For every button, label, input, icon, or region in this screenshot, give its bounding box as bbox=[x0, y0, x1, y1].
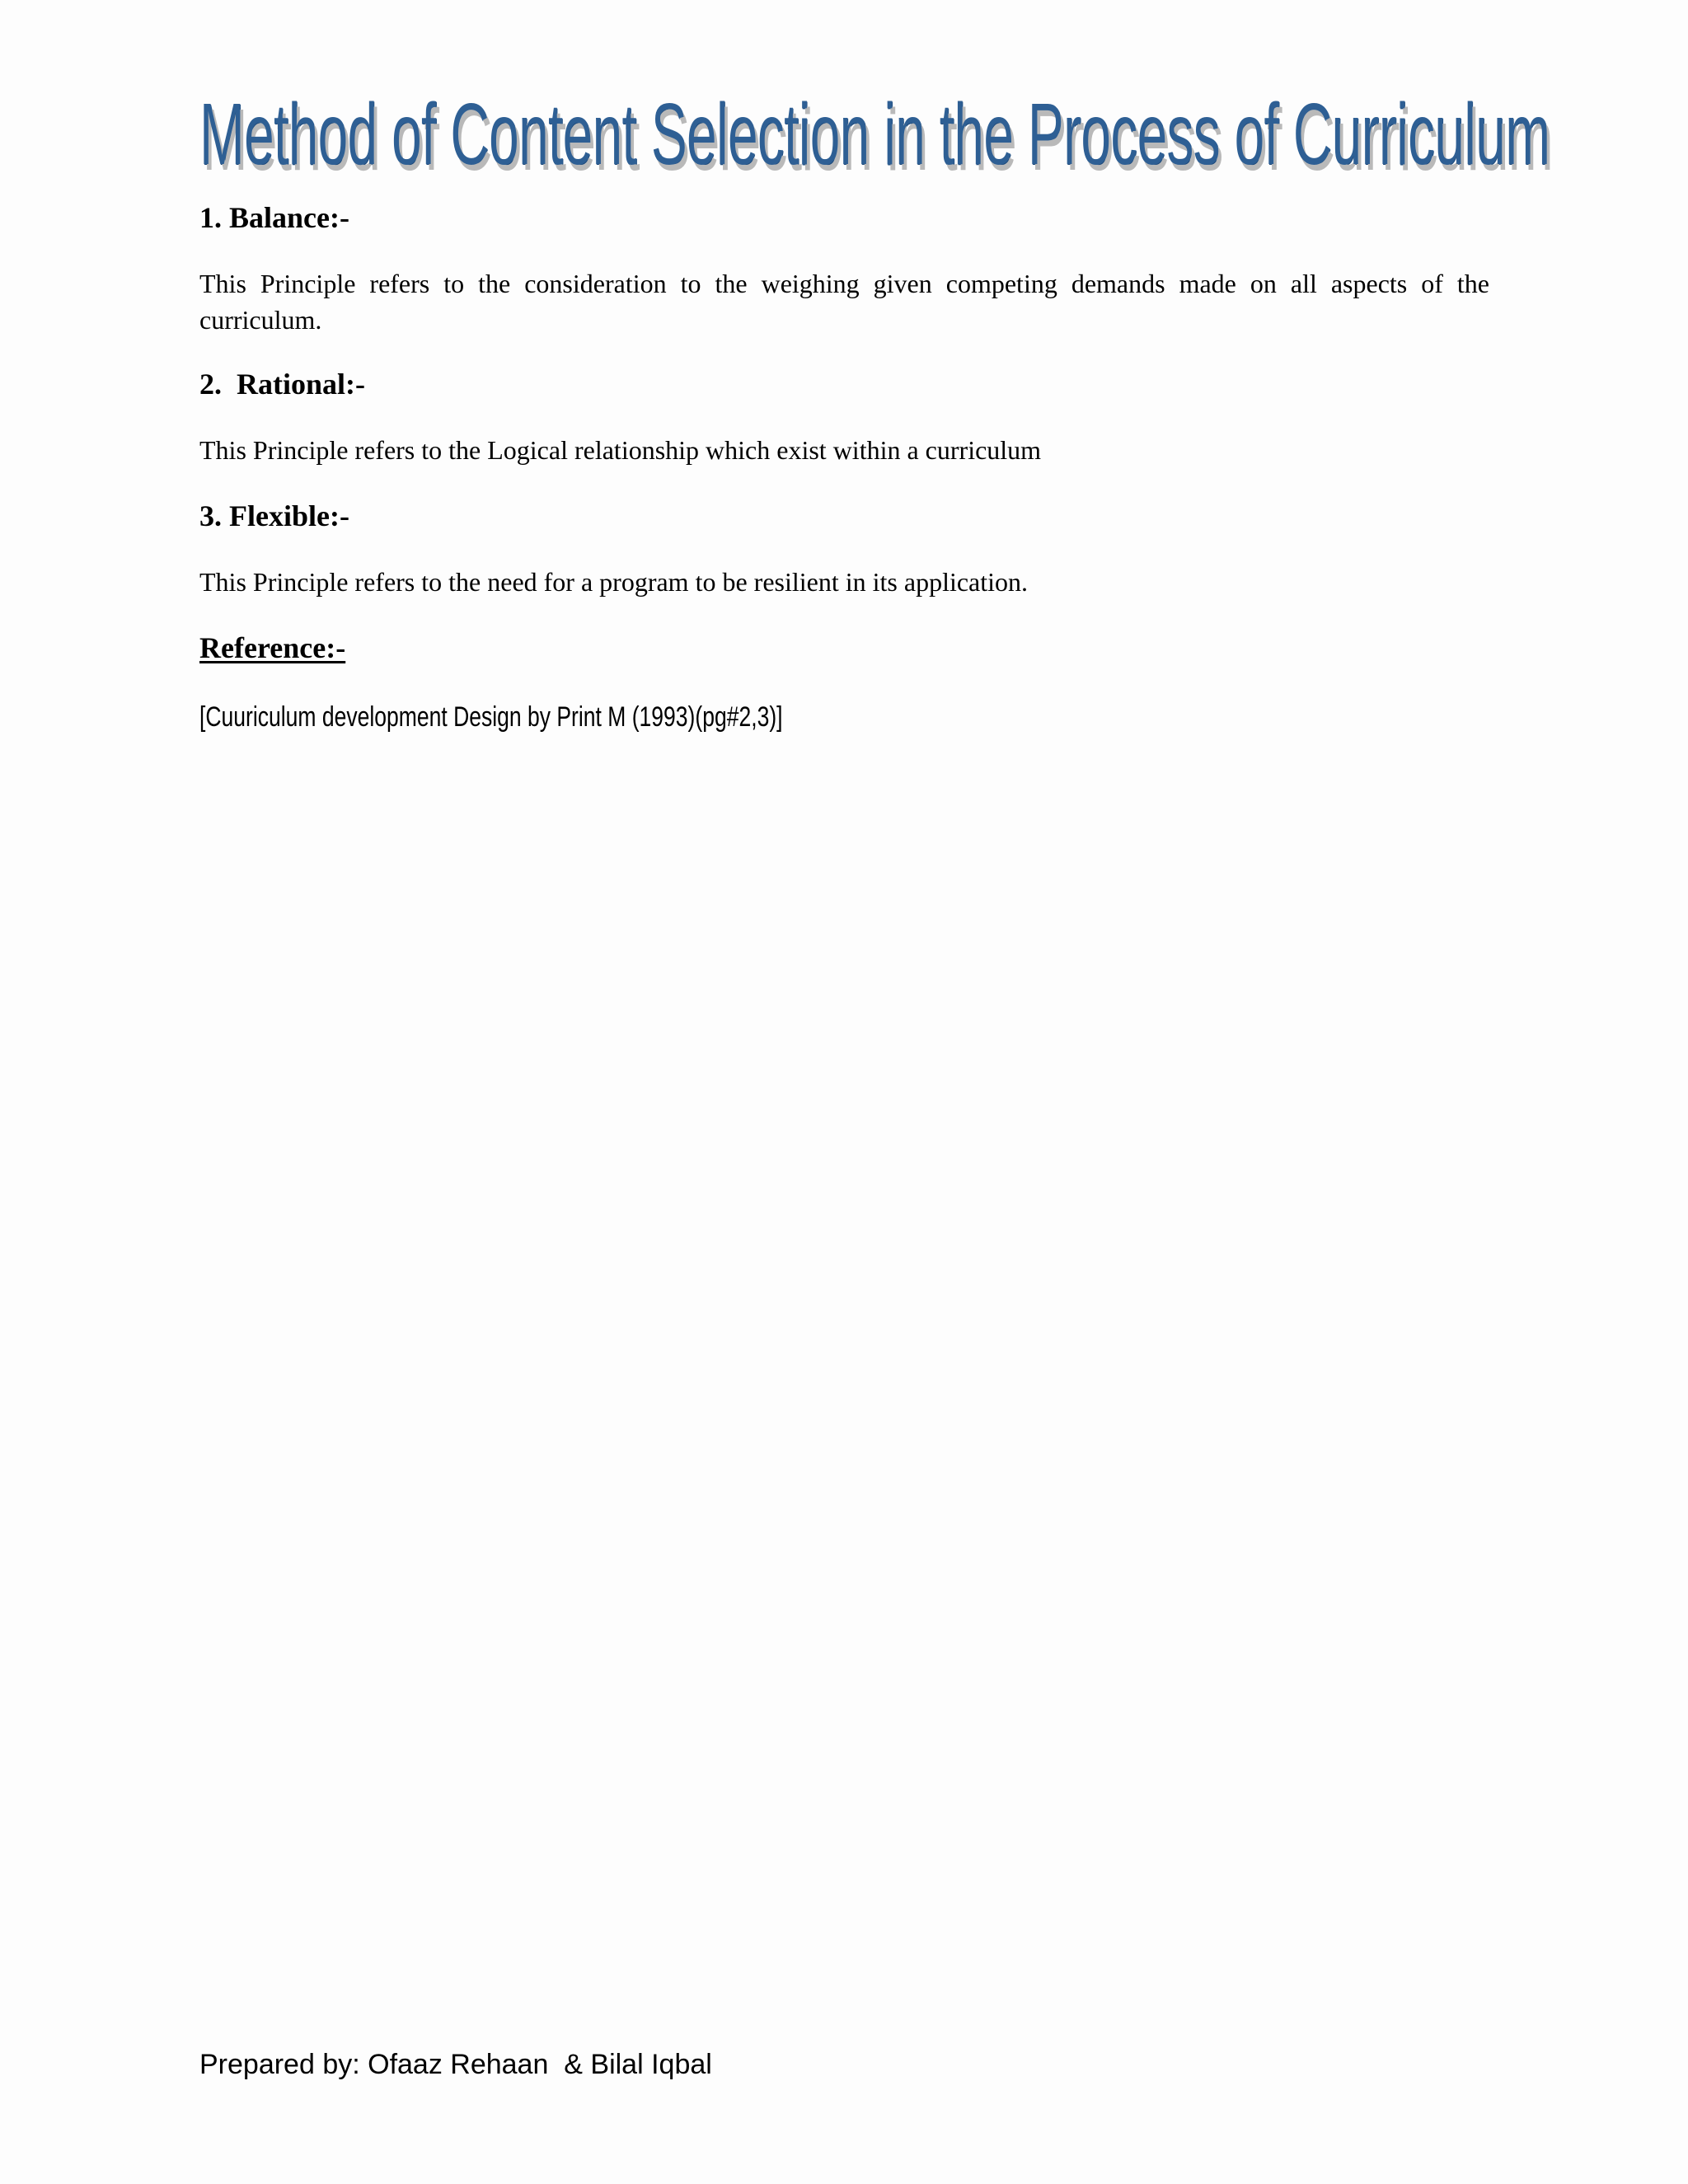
prepared-by-footer: Prepared by: Ofaaz Rehaan & Bilal Iqbal bbox=[199, 2049, 712, 2080]
section-body-rational: This Principle refers to the Logical relationship which exist within a curriculum bbox=[199, 435, 1042, 465]
section-body-flexible: This Principle refers to the need for a program to be resilient in its application. bbox=[199, 567, 1029, 597]
section-heading-rational: 2. Rational:- bbox=[199, 368, 365, 401]
reference-heading: Reference:- bbox=[199, 631, 346, 664]
page-title: Method of Content Selection in the Process of Curriculum bbox=[199, 86, 1550, 183]
section-heading-flexible: 3. Flexible:- bbox=[199, 499, 349, 532]
section-heading-balance: 1. Balance:- bbox=[199, 201, 349, 234]
section-body-balance: This Principle refers to the consideration to the weighing given competing demands made on all aspects of the curriculum. bbox=[199, 269, 1489, 335]
reference-text: [Cuuriculum development Design by Print M (1993)(pg#2,3)] bbox=[199, 701, 783, 733]
